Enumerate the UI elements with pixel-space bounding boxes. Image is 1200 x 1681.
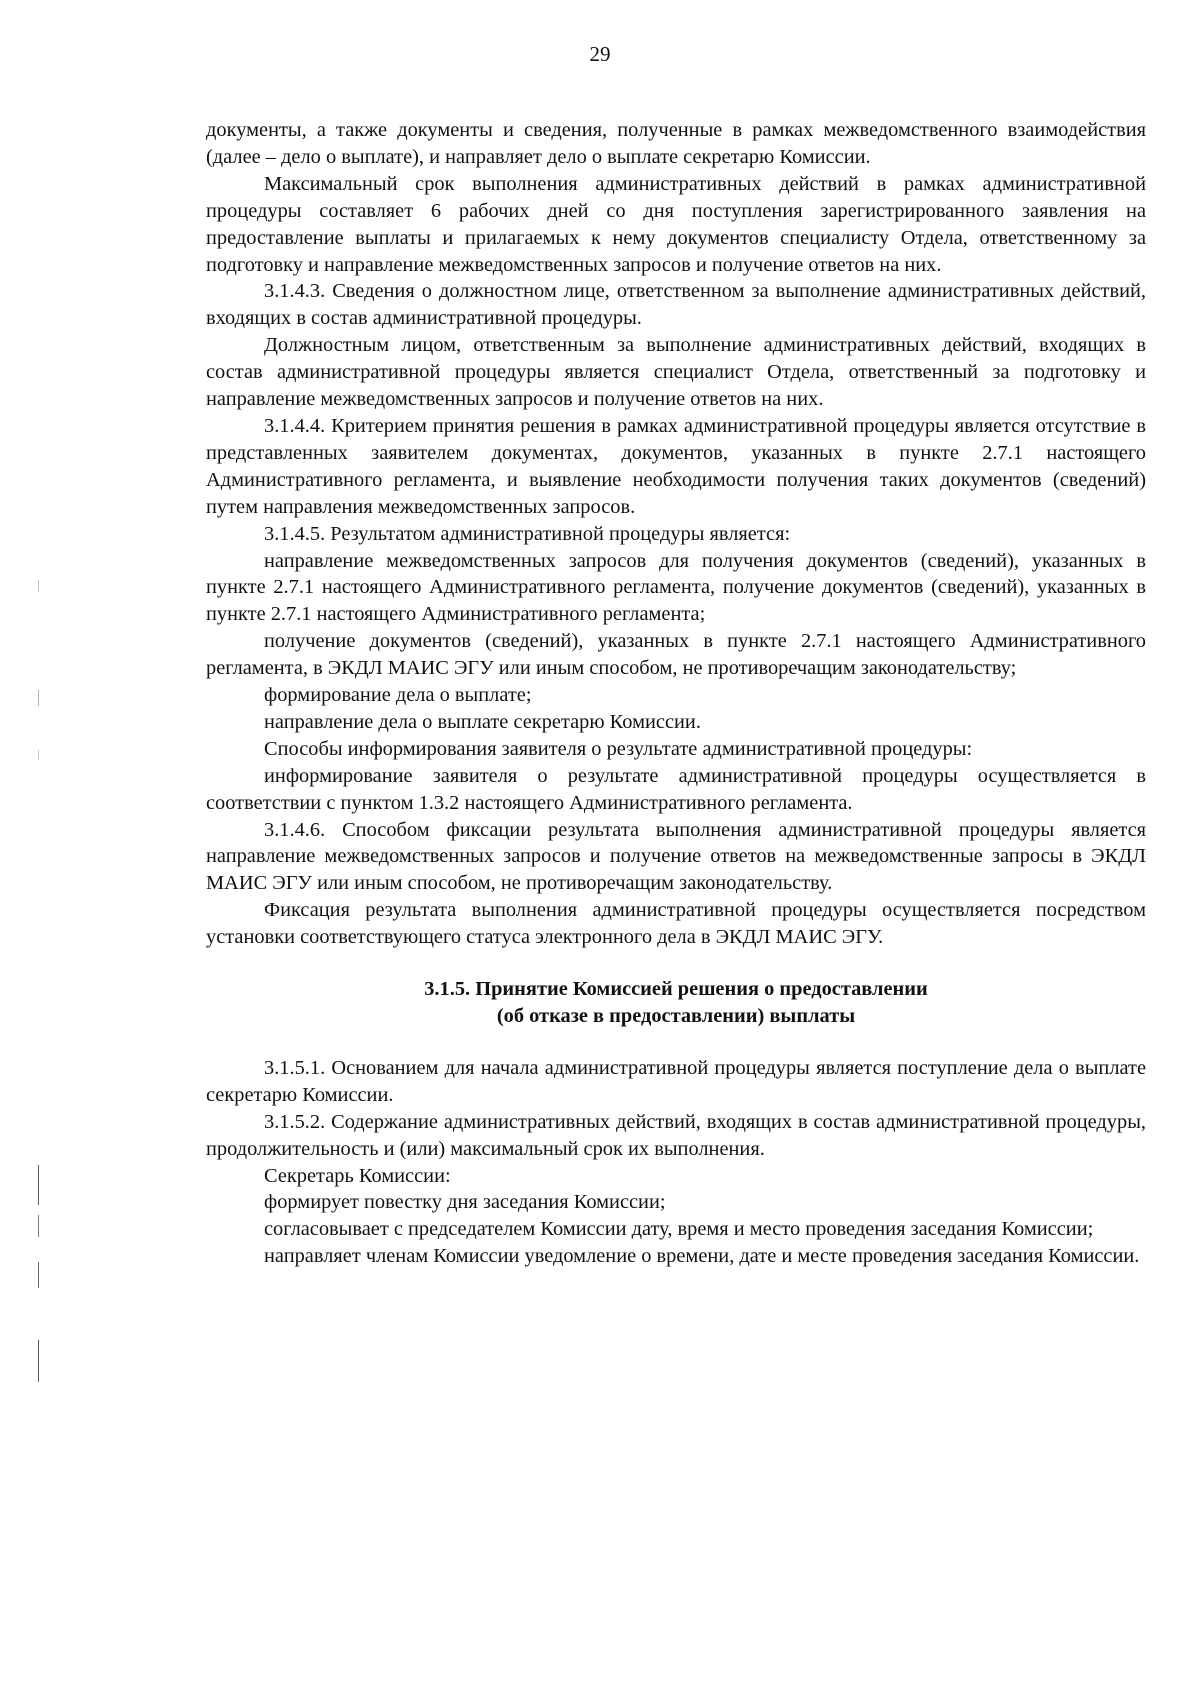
section-heading-line: (об отказе в предоставлении) выплаты — [496, 1005, 856, 1027]
scan-margin-mark — [38, 690, 39, 706]
section-heading-line: 3.1.5. Принятие Комиссией решения о предоставлении — [424, 978, 928, 1001]
paragraph: 3.1.4.3. Сведения о должностном лице, ответственном за выполнение административных действий, входящих в состав административной процедуры. — [206, 280, 1146, 330]
paragraph: Максимальный срок выполнения административных действий в рамках административной процедуры составляет 6 рабочих дней со дня поступления зарегистрированного заявления на предоставление выплаты и прилагаемых к нему документов специалисту Отдела, ответственному за подготовку и направление межведомственных запросов и получение ответов на них. — [206, 172, 1146, 276]
paragraph: 3.1.4.4. Критерием принятия решения в рамках административной процедуры является отсутствие в представленных заявителем документах, документов, указанных в пункте 2.7.1 настоящего Административного регламента, и выявление необходимости получения таких документов (сведений) путем направления межведомственных запросов. — [206, 414, 1146, 518]
paragraph: Способы информирования заявителя о результате административной процедуры: — [264, 737, 973, 760]
section-heading — [206, 976, 1146, 1030]
paragraph: направление дела о выплате секретарю Комиссии. — [264, 710, 701, 733]
paragraph: 3.1.4.5. Результатом административной процедуры является: — [264, 522, 791, 545]
paragraph: 3.1.4.6. Способом фиксации результата выполнения административной процедуры является направление межведомственных запросов и получение ответов на межведомственные запросы в ЭКДЛ МАИС ЭГУ или иным способом, не противоречащим законодательству. — [206, 818, 1146, 895]
paragraph: 3.1.5.1. Основанием для начала административной процедуры является поступление дела о выплате секретарю Комиссии. — [206, 1056, 1146, 1106]
scan-margin-mark — [38, 580, 39, 592]
paragraph: согласовывает с председателем Комиссии дату, время и место проведения заседания Комиссии; — [264, 1218, 1094, 1241]
scan-margin-mark — [38, 1215, 39, 1237]
document-body — [206, 117, 1146, 1270]
paragraph: информирование заявителя о результате административной процедуры осуществляется в соответствии с пунктом 1.3.2 настоящего Административного регламента. — [206, 764, 1146, 814]
scan-margin-mark — [38, 1262, 39, 1288]
paragraph: формирование дела о выплате; — [264, 684, 532, 707]
page-number: 29 — [589, 42, 611, 66]
paragraph: Фиксация результата выполнения административной процедуры осуществляется посредством установки соответствующего статуса электронного дела в ЭКДЛ МАИС ЭГУ. — [206, 899, 1146, 949]
scan-margin-mark — [38, 1165, 39, 1205]
paragraph: направление межведомственных запросов для получения документов (сведений), указанных в пункте 2.7.1 настоящего Административного регламента, получение документов (сведений), указанных в пункте 2.7.1 настоящего Административного регламента; — [206, 549, 1146, 626]
scan-margin-mark — [38, 750, 39, 760]
paragraph: Секретарь Комиссии: — [264, 1164, 451, 1187]
scan-margin-mark — [38, 1340, 39, 1382]
paragraph: формирует повестку дня заседания Комиссии; — [264, 1191, 666, 1214]
paragraph: Должностным лицом, ответственным за выполнение административных действий, входящих в состав административной процедуры является специалист Отдела, ответственный за подготовку и направление межведомственных запросов и получение ответов на них. — [206, 334, 1146, 411]
paragraph: документы, а также документы и сведения, полученные в рамках межведомственного взаимодействия (далее – дело о выплате), и направляет дело о выплате секретарю Комиссии. — [206, 119, 1146, 168]
paragraph: направляет членам Комиссии уведомление о времени, дате и месте проведения заседания Комиссии. — [264, 1245, 1140, 1268]
paragraph: 3.1.5.2. Содержание административных действий, входящих в состав административной процедуры, продолжительность и (или) максимальный срок их выполнения. — [206, 1110, 1146, 1160]
paragraph: получение документов (сведений), указанных в пункте 2.7.1 настоящего Административного регламента, в ЭКДЛ МАИС ЭГУ или иным способом, не противоречащим законодательству; — [206, 630, 1146, 680]
